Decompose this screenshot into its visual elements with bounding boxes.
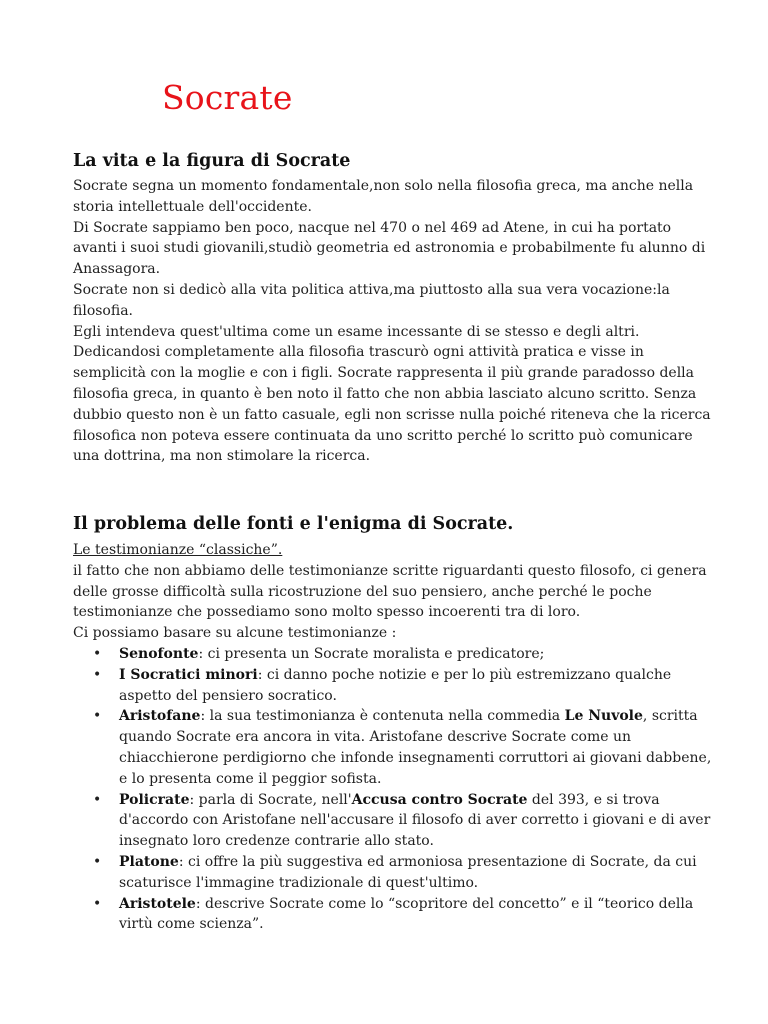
source-name: Aristofane (119, 708, 201, 725)
source-name: Platone (119, 853, 179, 870)
source-text: : descrive Socrate come lo “scopritore del concetto” e il “teorico della virtù come scienza”. (119, 895, 694, 933)
list-item-policrate (73, 790, 713, 852)
source-text: : ci presenta un Socrate moralista e predicatore; (198, 645, 545, 662)
source-text: : ci danno poche notizie e per lo più estremizzano qualche aspetto del pensiero socratico. (119, 666, 672, 704)
source-name: I Socratici minori (119, 666, 258, 683)
source-text: del 393, e si trova d'accordo con Aristofane nell'accusare il filosofo di aver corretto i giovani e di aver insegnato loro credenze contrarie allo stato. (119, 791, 711, 850)
bullet-icon: • (93, 645, 102, 662)
work-title: Accusa contro Socrate (351, 791, 528, 808)
document-title: Socrate (162, 78, 293, 117)
paragraph: Dedicandosi completamente alla filosofia trascurò ogni attività pratica e visse in semplicità con la moglie e con i figli. Socrate rappresenta il più grande paradosso della filosofia greca, in quanto è ben noto il fatto che non abbia lasciato alcuno scritto. Senza dubbio questo non è un fatto casuale, egli non scrisse nulla poiché riteneva che la ricerca filosofica non poteva essere continuata da uno scritto perché lo scritto può comunicare una dottrina, ma non stimolare la ricerca. (73, 344, 711, 465)
bullet-icon: • (93, 895, 102, 912)
section-heading-life: La vita e la figura di Socrate (73, 151, 351, 171)
source-text: : parla di Socrate, nell' (189, 791, 352, 808)
work-title: Le Nuvole (564, 708, 643, 725)
list-item-aristofane (73, 706, 713, 789)
section-life-body (73, 176, 713, 467)
section-sources-body (73, 540, 713, 935)
list-item-aristotele (73, 894, 713, 936)
bullet-icon: • (93, 791, 102, 808)
source-name: Policrate (119, 791, 190, 808)
source-name: Aristotele (119, 895, 196, 912)
paragraph: Socrate segna un momento fondamentale,non solo nella filosofia greca, ma anche nella storia intellettuale dell'occidente. (73, 178, 694, 215)
source-text: : ci offre la più suggestiva ed armoniosa presentazione di Socrate, da cui scaturisce l'immagine tradizionale di quest'ultimo. (119, 853, 697, 891)
paragraph: Di Socrate sappiamo ben poco, nacque nel 470 o nel 469 ad Atene, in cui ha portato avanti i suoi studi giovanili,studiò geometria ed astronomia e probabilmente fu alunno di Anassagora. (73, 219, 706, 278)
list-item-socratici-minori (73, 665, 713, 707)
subheading-classic-testimonies: Le testimonianze “classiche”. (73, 542, 283, 558)
paragraph-lead: Ci possiamo basare su alcune testimonianze : (73, 625, 397, 642)
bullet-icon: • (93, 708, 102, 725)
source-text: : la sua testimonianza è contenuta nella commedia (200, 708, 565, 725)
source-name: Senofonte (119, 645, 199, 662)
list-item-senofonte (73, 644, 713, 665)
list-item-platone (73, 852, 713, 894)
bullet-icon: • (93, 853, 102, 870)
bullet-icon: • (93, 666, 102, 683)
source-text: , scritta quando Socrate era ancora in vita. Aristofane descrive Socrate come un chiacchierone perdigiorno che infonde insegnamenti corruttori ai giovani dabbene, e lo presenta come il peggior sofista. (119, 708, 712, 787)
paragraph-intro: il fatto che non abbiamo delle testimonianze scritte riguardanti questo filosofo, ci genera delle grosse difficoltà sulla ricostruzione del suo pensiero, anche perché le poche testimonianze che possediamo sono molto spesso incoerenti tra di loro. (73, 562, 707, 621)
paragraph: Egli intendeva quest'ultima come un esame incessante di se stesso e degli altri. (73, 323, 640, 340)
section-heading-sources: Il problema delle fonti e l'enigma di Socrate. (73, 514, 514, 534)
paragraph: Socrate non si dedicò alla vita politica attiva,ma piuttosto alla sua vera vocazione:la filosofia. (73, 281, 670, 319)
testimonies-list (73, 644, 713, 935)
